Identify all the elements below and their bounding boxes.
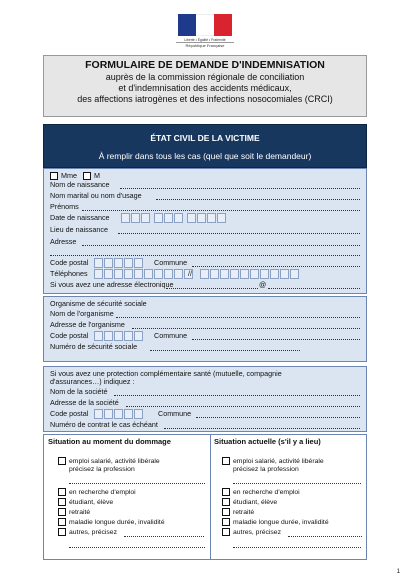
first-names-field[interactable] xyxy=(82,210,360,211)
social-number-field[interactable] xyxy=(150,350,300,351)
victim-postal-cells[interactable] xyxy=(94,258,144,268)
mme-checkbox[interactable] xyxy=(50,172,58,180)
left-profession-field[interactable] xyxy=(69,483,205,484)
left-option-job-search: en recherche d'emploi xyxy=(58,488,136,497)
organism-name-field[interactable] xyxy=(116,317,360,318)
form-subtitle-line4: des affections iatrogènes et des infections nosocomiales (CRCI) xyxy=(77,94,333,104)
form-title: FORMULAIRE DE DEMANDE D'INDEMNISATION xyxy=(85,59,325,71)
right-option-employee: emploi salarié, activité libérale xyxy=(222,457,324,466)
company-address-field[interactable] xyxy=(126,406,360,407)
birth-place-field[interactable] xyxy=(118,233,360,234)
right-option-long-illness: maladie longue durée, invalidité xyxy=(222,518,329,527)
right-option-other: autres, précisez xyxy=(222,528,281,537)
left-option-student: étudiant, élève xyxy=(58,498,113,507)
organism-postal-cells[interactable] xyxy=(94,331,144,341)
left-other-checkbox[interactable] xyxy=(58,528,66,536)
situation-at-damage-title: Situation au moment du dommage xyxy=(48,437,171,446)
logo-motto: Liberté • Égalité • Fraternité xyxy=(184,38,226,42)
left-employee-checkbox[interactable] xyxy=(58,457,66,465)
company-name-field[interactable] xyxy=(114,395,360,396)
republique-logo xyxy=(176,14,234,50)
right-employee-checkbox[interactable] xyxy=(222,457,230,465)
organism-address-label: Adresse de l'organisme xyxy=(50,320,125,329)
address-field-1[interactable] xyxy=(82,245,360,246)
married-name-label: Nom marital ou nom d'usage xyxy=(50,191,142,200)
flag-icon xyxy=(178,14,232,36)
victim-civil-status-box xyxy=(43,168,367,294)
complementary-insurance-box xyxy=(43,366,367,432)
mme-label: Mme xyxy=(61,171,77,180)
first-names-label: Prénoms xyxy=(50,202,79,211)
victim-commune-field[interactable] xyxy=(192,266,360,267)
company-postal-label: Code postal xyxy=(50,409,89,418)
left-job-search-checkbox[interactable] xyxy=(58,488,66,496)
left-long-illness-checkbox[interactable] xyxy=(58,518,66,526)
social-security-box xyxy=(43,296,367,362)
birth-name-field[interactable] xyxy=(120,188,360,189)
company-address-label: Adresse de la société xyxy=(50,398,119,407)
social-security-title: Organisme de sécurité sociale xyxy=(50,299,147,308)
left-other-field-2[interactable] xyxy=(69,547,205,548)
email-domain-field[interactable] xyxy=(268,288,360,289)
form-subtitle-line2: auprès de la commission régionale de conciliation xyxy=(105,72,305,82)
insurance-intro-2: d'assurances…) indiquez : xyxy=(50,377,135,386)
married-name-field[interactable] xyxy=(156,199,360,200)
organism-postal-label: Code postal xyxy=(50,331,89,340)
victim-postal-label: Code postal xyxy=(50,258,89,267)
logo-republic: République Française xyxy=(176,42,234,48)
phone-cells-2[interactable] xyxy=(200,269,300,279)
m-label: M xyxy=(93,171,100,180)
right-profession-field[interactable] xyxy=(233,483,361,484)
left-profession-label: précisez la profession xyxy=(69,466,135,473)
victim-commune-label: Commune xyxy=(154,258,188,267)
birth-name-label: Nom de naissance xyxy=(50,180,110,189)
birth-date-cells[interactable] xyxy=(121,213,227,223)
form-title-box xyxy=(43,55,367,117)
right-profession-label: précisez la profession xyxy=(233,466,299,473)
situation-box xyxy=(43,434,367,560)
situation-at-damage-column xyxy=(44,435,211,559)
phone-label: Téléphones xyxy=(50,269,88,278)
right-retired-checkbox[interactable] xyxy=(222,508,230,516)
contract-number-label: Numéro de contrat le cas échéant xyxy=(50,420,158,429)
company-postal-cells[interactable] xyxy=(94,409,144,419)
company-name-label: Nom de la société xyxy=(50,387,108,396)
left-option-employee: emploi salarié, activité libérale xyxy=(58,457,160,466)
insurance-intro-1: Si vous avez une protection complémentaire santé (mutuelle, compagnie xyxy=(50,369,282,378)
company-commune-label: Commune xyxy=(158,409,192,418)
email-label: Si vous avez une adresse électronique xyxy=(50,280,174,289)
right-long-illness-checkbox[interactable] xyxy=(222,518,230,526)
victim-section-header xyxy=(43,124,367,168)
company-commune-field[interactable] xyxy=(196,417,360,418)
address-field-2[interactable] xyxy=(50,255,360,256)
contract-number-field[interactable] xyxy=(164,428,360,429)
form-subtitle-line3: et d'indemnisation des accidents médicaux, xyxy=(118,83,292,93)
address-label: Adresse xyxy=(50,237,77,246)
organism-commune-field[interactable] xyxy=(192,339,360,340)
left-option-other: autres, précisez xyxy=(58,528,117,537)
current-situation-title: Situation actuelle (s'il y a lieu) xyxy=(214,437,321,446)
left-option-long-illness: maladie longue durée, invalidité xyxy=(58,518,165,527)
organism-commune-label: Commune xyxy=(154,331,188,340)
birth-date-label: Date de naissance xyxy=(50,213,110,222)
right-job-search-checkbox[interactable] xyxy=(222,488,230,496)
left-retired-checkbox[interactable] xyxy=(58,508,66,516)
right-student-checkbox[interactable] xyxy=(222,498,230,506)
victim-section-subtitle: À remplir dans tous les cas (quel que soit le demandeur) xyxy=(98,151,312,161)
social-number-label: Numéro de sécurité sociale xyxy=(50,342,138,351)
right-other-field-2[interactable] xyxy=(233,547,361,548)
page-number: 1 xyxy=(396,569,400,575)
right-other-field-1[interactable] xyxy=(288,536,362,537)
phone-separator: // xyxy=(188,269,192,278)
right-option-student: étudiant, élève xyxy=(222,498,277,507)
phone-cells-1[interactable] xyxy=(94,269,194,279)
civility-row xyxy=(50,171,100,180)
m-checkbox[interactable] xyxy=(83,172,91,180)
current-situation-column xyxy=(210,435,368,559)
email-user-field[interactable] xyxy=(166,288,258,289)
email-at: @ xyxy=(259,280,267,289)
right-other-checkbox[interactable] xyxy=(222,528,230,536)
victim-section-title: ÉTAT CIVIL DE LA VICTIME xyxy=(150,133,260,143)
left-other-field-1[interactable] xyxy=(124,536,204,537)
left-student-checkbox[interactable] xyxy=(58,498,66,506)
left-option-retired: retraité xyxy=(58,508,90,517)
birth-place-label: Lieu de naissance xyxy=(50,225,108,234)
right-option-job-search: en recherche d'emploi xyxy=(222,488,300,497)
organism-address-field[interactable] xyxy=(132,328,360,329)
right-option-retired: retraité xyxy=(222,508,254,517)
organism-name-label: Nom de l'organisme xyxy=(50,309,114,318)
